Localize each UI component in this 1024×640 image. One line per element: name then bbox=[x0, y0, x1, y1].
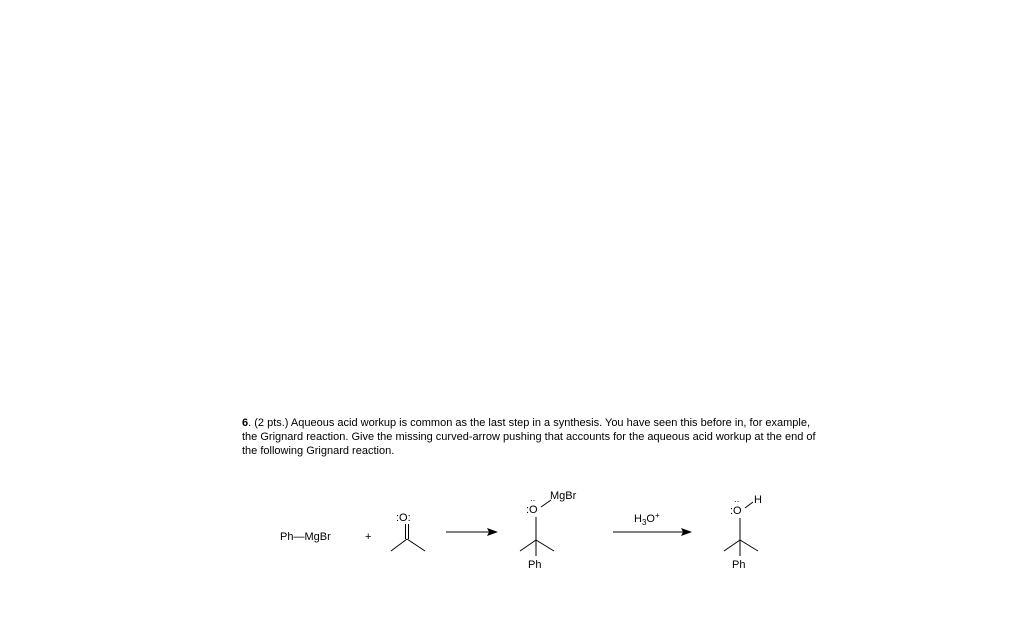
alcohol-product bbox=[724, 494, 762, 571]
intermediate-lone-pair: ‥ bbox=[530, 494, 536, 503]
product-lone-pair: ‥ bbox=[734, 495, 740, 504]
intermediate-mgbr-label: MgBr bbox=[550, 490, 577, 502]
methyl-bond-right bbox=[536, 540, 554, 551]
methyl-bond-left bbox=[724, 540, 740, 551]
methyl-bond-right bbox=[740, 540, 758, 551]
product-hydrogen-label: H bbox=[754, 494, 762, 506]
methyl-bond-left bbox=[391, 539, 407, 551]
question-number: 6 bbox=[242, 417, 249, 429]
product-oxygen-label: :O bbox=[730, 505, 742, 517]
reaction-arrow-2 bbox=[613, 528, 692, 536]
alkoxide-intermediate bbox=[520, 490, 577, 571]
workup-reagent-label: $H_3O^+$ bbox=[634, 511, 660, 527]
reaction-arrow-1 bbox=[446, 528, 498, 536]
phenylmagnesium-bromide-label: Ph—MgBr bbox=[280, 531, 331, 543]
plus-sign: + bbox=[365, 531, 372, 543]
acetone-structure bbox=[391, 512, 425, 551]
product-ph-label: Ph bbox=[732, 559, 746, 571]
methyl-bond-right bbox=[407, 539, 425, 551]
question-body: . (2 pts.) Aqueous acid workup is common as the last step in a synthesis. You have seen this before in, for example, the Grignard reaction. Give the missing curved-arrow pushing that accounts for the aqueous acid workup at the end of the following Grignard reaction. bbox=[242, 417, 816, 457]
intermediate-ph-label: Ph bbox=[528, 559, 542, 571]
oxygen-hydrogen-bond bbox=[745, 502, 753, 508]
methyl-bond-left bbox=[520, 540, 536, 551]
intermediate-oxygen-label: :O bbox=[526, 504, 538, 516]
ketone-oxygen-label: :O: bbox=[396, 512, 411, 524]
